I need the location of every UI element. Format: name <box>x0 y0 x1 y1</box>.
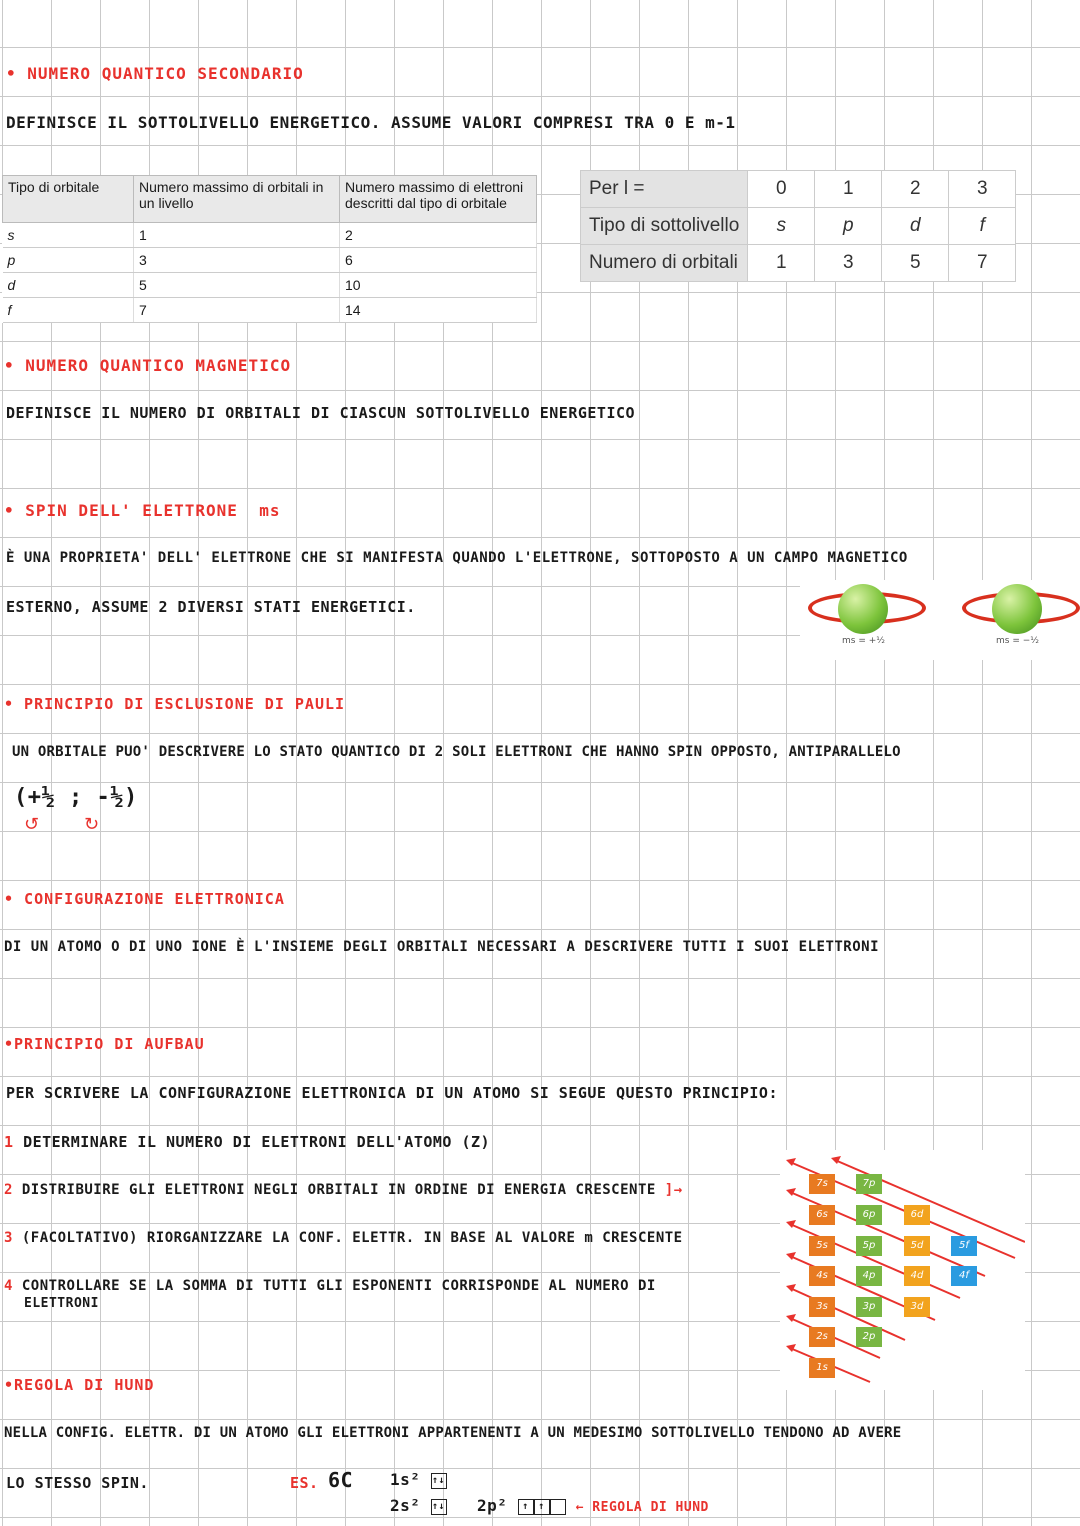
spin-label-plus: ms = +½ <box>842 636 885 646</box>
spin-label-minus: ms = −½ <box>996 636 1039 646</box>
orbital-1s: 1s <box>809 1358 835 1378</box>
spin-illustration <box>800 580 1080 660</box>
table-row: f 7 14 <box>3 298 537 323</box>
table-row: Tipo di sottolivello s p d f <box>581 208 1016 245</box>
aufbau-diagram <box>780 1150 1025 1390</box>
aufbau-step: 3 (FACOLTATIVO) RIORGANIZZARE LA CONF. ELETTR. IN BASE AL VALORE m CRESCENTE <box>4 1230 683 1246</box>
section-heading-configurazione: • CONFIGURAZIONE ELETTRONICA <box>4 890 285 908</box>
table-row: s 1 2 <box>3 223 537 248</box>
aufbau-step: 2 DISTRIBUIRE GLI ELETTRONI NEGLI ORBITALI IN ORDINE DI ENERGIA CRESCENTE ]→ <box>4 1182 683 1198</box>
orbital-box: ↑↓ <box>431 1499 447 1515</box>
pauli-text: UN ORBITALE PUO' DESCRIVERE LO STATO QUANTICO DI 2 SOLI ELETTRONI CHE HANNO SPIN OPPOSTO, ANTIPARALLELO <box>12 744 901 760</box>
orbital-3p: 3p <box>856 1297 882 1317</box>
config-1s: 1s² ↑↓ <box>390 1470 446 1489</box>
config-2s-2p: 2s² ↑↓ 2p² ↑ ↑ ← REGOLA DI HUND <box>390 1496 709 1515</box>
aufbau-step: 1 DETERMINARE IL NUMERO DI ELETTRONI DELL'ATOMO (Z) <box>4 1133 491 1151</box>
table-row: Per l = 0 1 2 3 <box>581 171 1016 208</box>
pauli-spins: (+½ ; -½) <box>14 785 138 810</box>
aufbau-step: 4 CONTROLLARE SE LA SOMMA DI TUTTI GLI ESPONENTI CORRISPONDE AL NUMERO DI <box>4 1278 656 1294</box>
section-heading-hund: •REGOLA DI HUND <box>4 1376 155 1394</box>
orbital-7p: 7p <box>856 1174 882 1194</box>
orbital-5s: 5s <box>809 1236 835 1256</box>
hund-text-line1: NELLA CONFIG. ELETTR. DI UN ATOMO GLI ELETTRONI APPARTENENTI A UN MEDESIMO SOTTOLIVELLO TENDONO AD AVERE <box>4 1425 902 1441</box>
orbital-5d: 5d <box>904 1236 930 1256</box>
orbital-box: ↑ <box>518 1499 534 1515</box>
table-header: Numero massimo di orbitali in un livello <box>134 176 340 223</box>
element-carbon: 6C <box>328 1468 354 1492</box>
bracket-arrow-icon: ]→ <box>664 1182 683 1198</box>
spin-text-line1: È UNA PROPRIETA' DELL' ELETTRONE CHE SI MANIFESTA QUANDO L'ELETTRONE, SOTTOPOSTO A UN CAMPO MAGNETICO <box>6 550 908 566</box>
sublevel-table <box>580 170 1016 282</box>
spin-down-arrow-icon: ↻ <box>84 814 100 835</box>
orbital-4d: 4d <box>904 1266 930 1286</box>
orbital-5f: 5f <box>951 1236 977 1256</box>
aufbau-step-continued: ELETTRONI <box>24 1296 99 1311</box>
orbital-3s: 3s <box>809 1297 835 1317</box>
spin-up-arrow-icon: ↺ <box>24 814 40 835</box>
electron-sphere <box>992 584 1042 634</box>
hund-note: ← REGOLA DI HUND <box>575 1500 709 1515</box>
section-heading-pauli: • PRINCIPIO DI ESCLUSIONE DI PAULI <box>4 695 346 713</box>
secondario-text: DEFINISCE IL SOTTOLIVELLO ENERGETICO. ASSUME VALORI COMPRESI TRA 0 E m-1 <box>6 113 736 132</box>
configurazione-text: DI UN ATOMO O DI UNO IONE È L'INSIEME DEGLI ORBITALI NECESSARI A DESCRIVERE TUTTI I SUOI ELETTRONI <box>4 939 880 955</box>
orbital-type-table <box>2 175 537 323</box>
orbital-4s: 4s <box>809 1266 835 1286</box>
hund-text-line2: LO STESSO SPIN. <box>6 1474 149 1492</box>
example-label: ES. <box>290 1474 319 1492</box>
orbital-7s: 7s <box>809 1174 835 1194</box>
orbital-6p: 6p <box>856 1205 882 1225</box>
orbital-box: ↑↓ <box>431 1473 447 1489</box>
section-heading-magnetico: • NUMERO QUANTICO MAGNETICO <box>4 356 292 375</box>
table-row: d 5 10 <box>3 273 537 298</box>
electron-sphere <box>838 584 888 634</box>
table-header: Numero massimo di elettroni descritti dal tipo di orbitale <box>340 176 537 223</box>
table-row: Numero di orbitali 1 3 5 7 <box>581 245 1016 282</box>
magnetico-text: DEFINISCE IL NUMERO DI ORBITALI DI CIASCUN SOTTOLIVELLO ENERGETICO <box>6 404 636 422</box>
table-header: Tipo di orbitale <box>3 176 134 223</box>
orbital-6d: 6d <box>904 1205 930 1225</box>
orbital-6s: 6s <box>809 1205 835 1225</box>
orbital-5p: 5p <box>856 1236 882 1256</box>
orbital-4p: 4p <box>856 1266 882 1286</box>
orbital-4f: 4f <box>951 1266 977 1286</box>
section-heading-spin: • SPIN DELL' ELETTRONE ms <box>4 501 281 520</box>
orbital-box <box>550 1499 566 1515</box>
spin-text-line2: ESTERNO, ASSUME 2 DIVERSI STATI ENERGETICI. <box>6 598 416 616</box>
table-row: p 3 6 <box>3 248 537 273</box>
orbital-3d: 3d <box>904 1297 930 1317</box>
section-heading-aufbau: •PRINCIPIO DI AUFBAU <box>4 1035 205 1053</box>
section-heading-secondario: • NUMERO QUANTICO SECONDARIO <box>6 64 304 83</box>
orbital-2s: 2s <box>809 1327 835 1347</box>
orbital-box: ↑ <box>534 1499 550 1515</box>
orbital-2p: 2p <box>856 1327 882 1347</box>
aufbau-intro: PER SCRIVERE LA CONFIGURAZIONE ELETTRONICA DI UN ATOMO SI SEGUE QUESTO PRINCIPIO: <box>6 1084 778 1102</box>
spin-symbol: ms <box>259 501 281 520</box>
